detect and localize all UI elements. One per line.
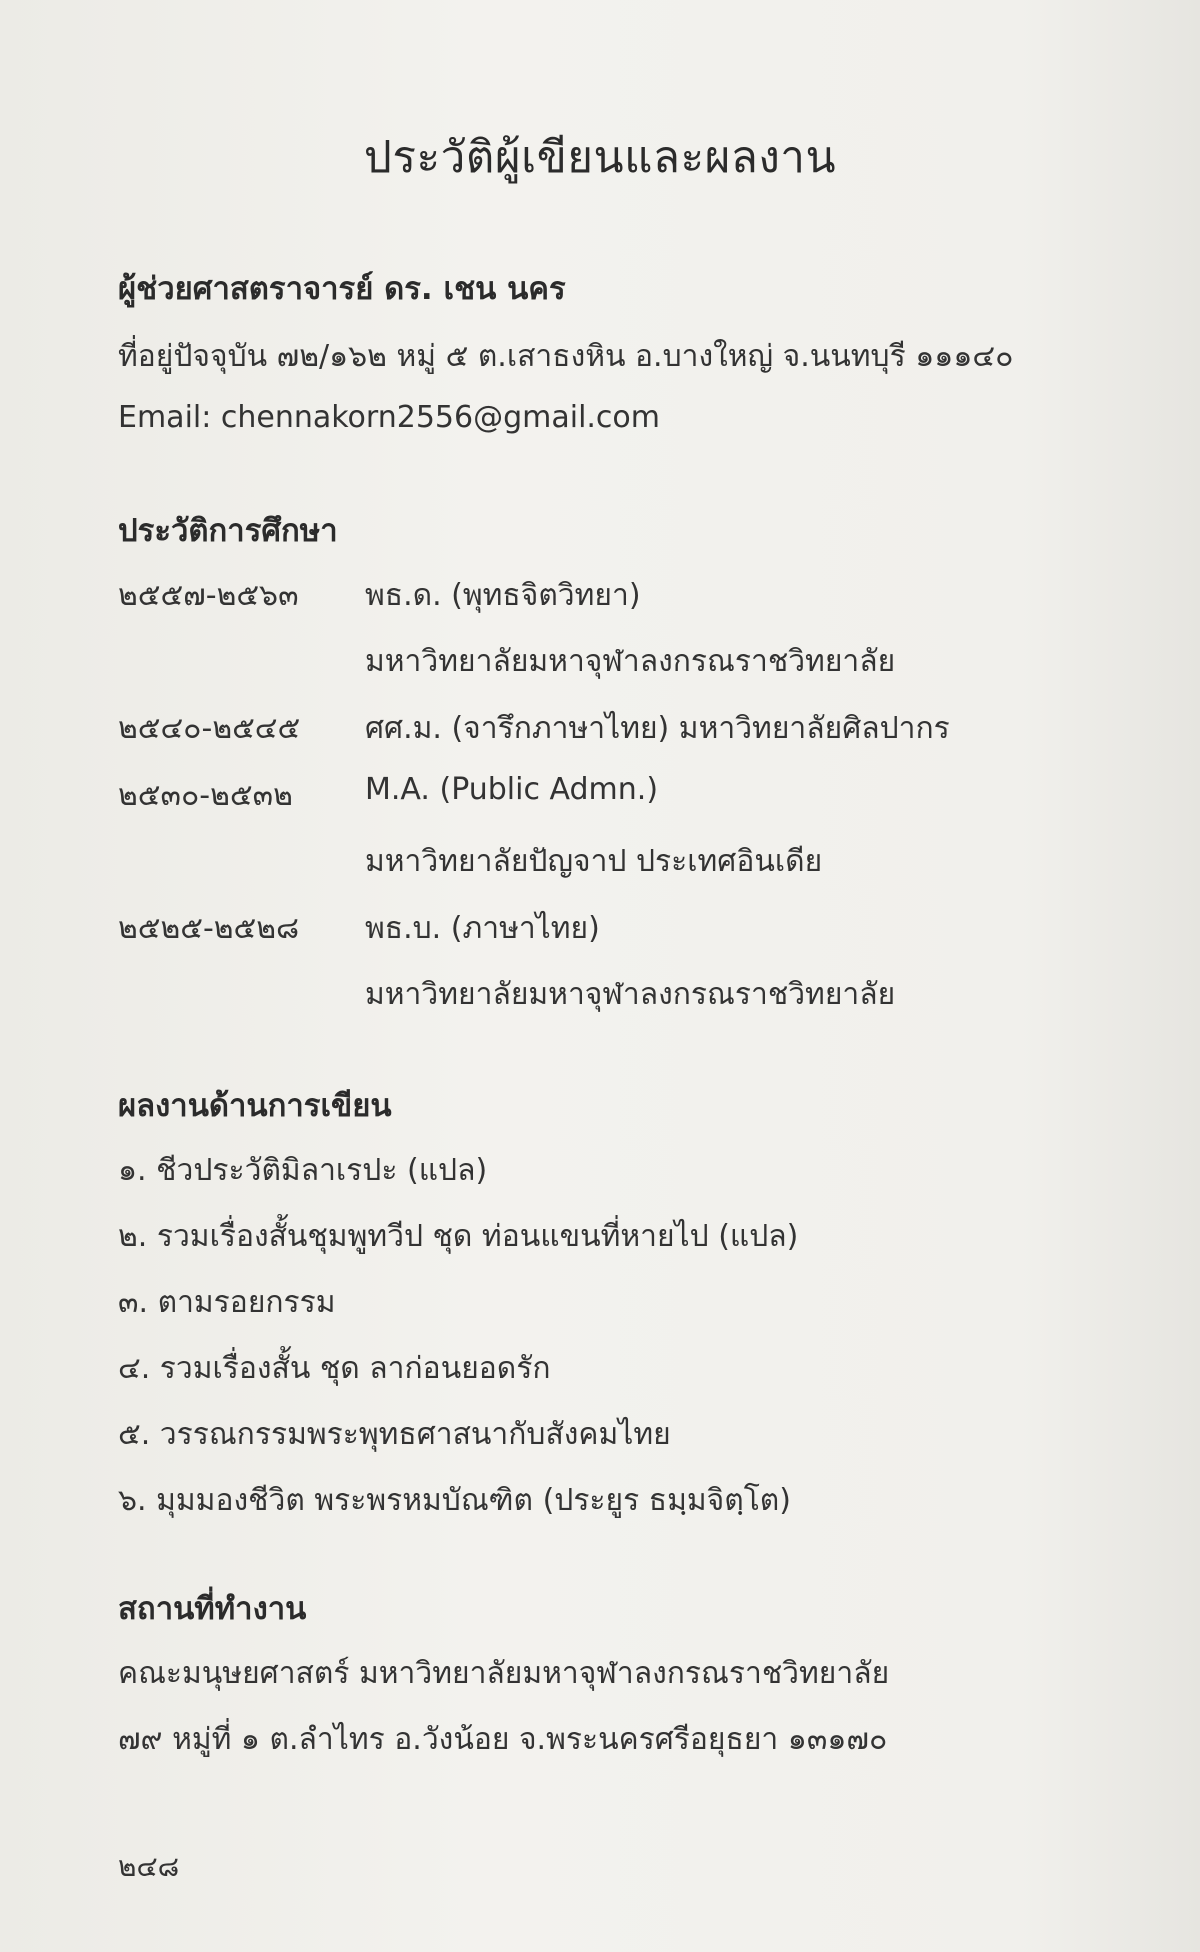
- education-heading: ประวัติการศึกษา: [118, 513, 338, 549]
- education-institution: มหาวิทยาลัยปัญจาป ประเทศอินเดีย: [365, 844, 823, 879]
- education-degree: M.A. (Public Admn.): [365, 772, 659, 807]
- education-institution: มหาวิทยาลัยมหาจุฬาลงกรณราชวิทยาลัย: [365, 977, 896, 1012]
- workplace-line: ๗๙ หมู่ที่ ๑ ต.ลำไทร อ.วังน้อย จ.พระนครศรีอยุธยา ๑๓๑๗๐: [118, 1722, 888, 1757]
- works-item: ๒. รวมเรื่องสั้นชุมพูทวีป ชุด ท่อนแขนที่หายไป (แปล): [118, 1219, 799, 1254]
- education-degree: พธ.ด. (พุทธจิตวิทยา): [365, 578, 641, 613]
- page-title: ประวัติผู้เขียนและผลงาน: [363, 132, 837, 183]
- education-years: ๒๕๒๕-๒๕๒๘: [118, 911, 300, 946]
- education-years: ๒๕๓๐-๒๕๓๒: [118, 778, 293, 813]
- education-years: ๒๕๕๗-๒๕๖๓: [118, 578, 299, 613]
- works-item: ๖. มุมมองชีวิต พระพรหมบัณฑิต (ประยูร ธมฺมจิตฺโต): [118, 1483, 791, 1518]
- author-email: Email: chennakorn2556@gmail.com: [118, 400, 661, 435]
- works-heading: ผลงานด้านการเขียน: [118, 1088, 392, 1124]
- education-years: ๒๕๔๐-๒๕๔๕: [118, 711, 301, 746]
- author-name: ผู้ช่วยศาสตราจารย์ ดร. เชน นคร: [118, 271, 566, 307]
- works-item: ๔. รวมเรื่องสั้น ชุด ลาก่อนยอดรัก: [118, 1351, 551, 1386]
- education-degree: พธ.บ. (ภาษาไทย): [365, 911, 600, 946]
- works-item: ๓. ตามรอยกรรม: [118, 1285, 336, 1320]
- education-institution: มหาวิทยาลัยมหาจุฬาลงกรณราชวิทยาลัย: [365, 644, 896, 679]
- page-number: ๒๔๘: [118, 1850, 180, 1883]
- author-address: ที่อยู่ปัจจุบัน ๗๒/๑๖๒ หมู่ ๕ ต.เสาธงหิน อ.บางใหญ่ จ.นนทบุรี ๑๑๑๔๐: [118, 339, 1014, 374]
- works-item: ๑. ชีวประวัติมิลาเรปะ (แปล): [118, 1153, 488, 1188]
- workplace-heading: สถานที่ทำงาน: [118, 1591, 307, 1627]
- works-item: ๕. วรรณกรรมพระพุทธศาสนากับสังคมไทย: [118, 1417, 671, 1452]
- workplace-line: คณะมนุษยศาสตร์ มหาวิทยาลัยมหาจุฬาลงกรณราชวิทยาลัย: [118, 1656, 890, 1691]
- education-degree: ศศ.ม. (จารึกภาษาไทย) มหาวิทยาลัยศิลปากร: [365, 711, 950, 746]
